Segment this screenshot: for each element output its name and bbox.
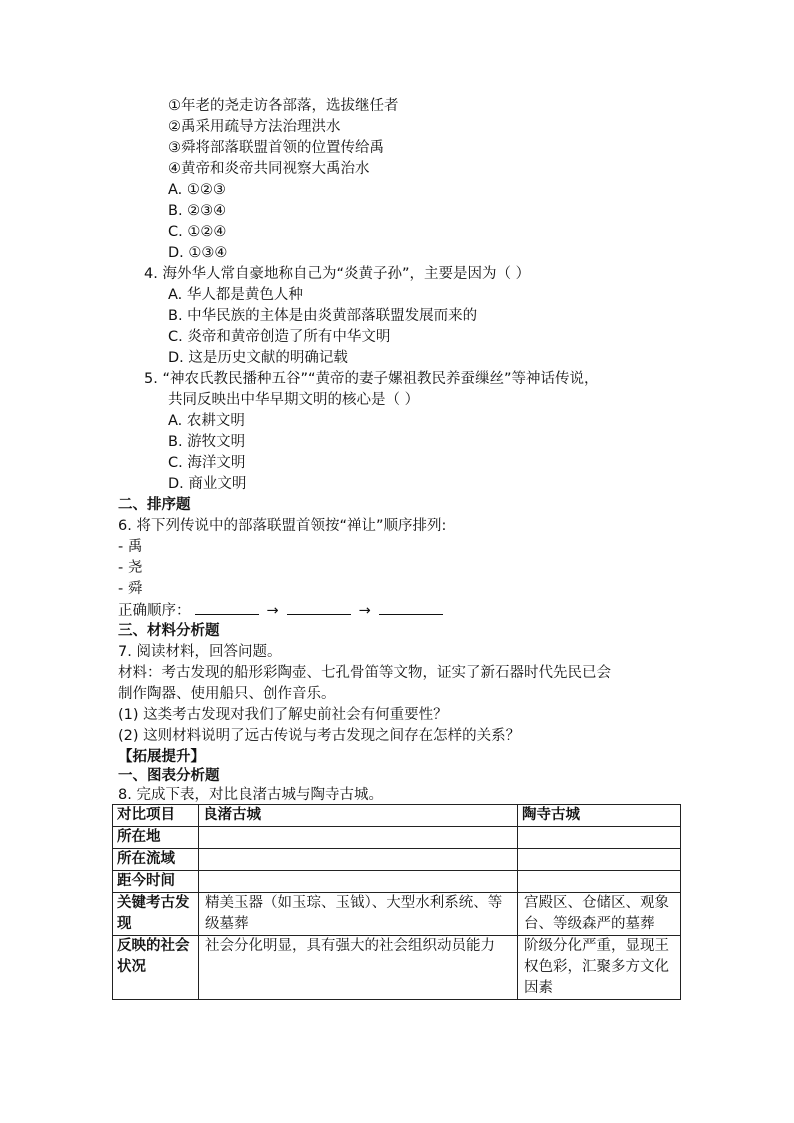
cell-taosi-age[interactable]	[518, 871, 681, 893]
q5-stem-line1: 5. “神农氏教民播种五谷”“黄帝的妻子嫘祖教民养蚕缫丝”等神话传说，	[144, 371, 599, 387]
table-row	[113, 849, 681, 871]
answer-blank-3[interactable]	[379, 600, 443, 615]
q3-option-a: A. ①②③	[168, 182, 226, 198]
q5-option-c: C. 海洋文明	[168, 455, 246, 471]
q5-stem-line2: 共同反映出中华早期文明的核心是（ ）	[168, 392, 420, 408]
table-row	[113, 871, 681, 893]
table-row	[113, 936, 681, 1000]
cell-liangzhu-findings: 精美玉器（如玉琮、玉钺）、大型水利系统、等级墓葬	[199, 893, 518, 936]
row-label-social-conditions: 反映的社会状况	[113, 936, 199, 1000]
cell-liangzhu-location[interactable]	[199, 827, 518, 849]
header-taosi: 陶寺古城	[518, 805, 681, 827]
row-label-age: 距今时间	[113, 871, 199, 893]
q4-stem: 4. 海外华人常自豪地称自己为“炎黄子孙”，主要是因为（ ）	[144, 266, 531, 282]
q3-item-4: ④黄帝和炎帝共同视察大禹治水	[168, 161, 370, 177]
q3-item-2: ②禹采用疏导方法治理洪水	[168, 119, 341, 135]
cell-taosi-findings: 宫殿区、仓储区、观象台、等级森严的墓葬	[518, 893, 681, 936]
row-label-key-findings: 关键考古发现	[113, 893, 199, 936]
q6-item-2: - 尧	[118, 560, 143, 576]
cell-liangzhu-age[interactable]	[199, 871, 518, 893]
extension-title: 【拓展提升】	[118, 749, 205, 765]
q3-option-d: D. ①③④	[168, 245, 228, 261]
q6-item-3: - 舜	[118, 581, 143, 597]
q7-sub-question-2: (2) 这则材料说明了远古传说与考古发现之间存在怎样的关系？	[118, 728, 521, 744]
q3-option-b: B. ②③④	[168, 203, 227, 219]
q7-sub-question-1: (1) 这类考古发现对我们了解史前社会有何重要性？	[118, 707, 448, 723]
table-row	[113, 893, 681, 936]
section-material-title: 三、材料分析题	[118, 623, 220, 639]
q4-option-a: A. 华人都是黄色人种	[168, 287, 303, 303]
q5-option-d: D. 商业文明	[168, 476, 247, 492]
table-row	[113, 827, 681, 849]
q8-stem: 8. 完成下表，对比良渚古城与陶寺古城。	[118, 787, 383, 803]
q3-option-c: C. ①②④	[168, 224, 227, 240]
q7-stem: 7. 阅读材料，回答问题。	[118, 644, 282, 660]
q3-item-3: ③舜将部落联盟首领的位置传给禹	[168, 140, 384, 156]
row-label-location: 所在地	[113, 827, 199, 849]
cell-taosi-location[interactable]	[518, 827, 681, 849]
row-label-river-basin: 所在流域	[113, 849, 199, 871]
q6-stem: 6. 将下列传说中的部落联盟首领按“禅让”顺序排列:	[118, 518, 447, 534]
q5-option-b: B. 游牧文明	[168, 434, 246, 450]
cell-taosi-basin[interactable]	[518, 849, 681, 871]
q7-material-line1: 材料：考古发现的船形彩陶壶、七孔骨笛等文物，证实了新石器时代先民已会	[118, 665, 611, 681]
cell-liangzhu-basin[interactable]	[199, 849, 518, 871]
q6-item-1: - 禹	[118, 539, 143, 555]
q3-item-1: ①年老的尧走访各部落，选拔继任者	[168, 98, 399, 114]
q4-option-b: B. 中华民族的主体是由炎黄部落联盟发展而来的	[168, 308, 478, 324]
cell-liangzhu-society: 社会分化明显，具有强大的社会组织动员能力	[199, 936, 518, 1000]
arrow-2: →	[358, 603, 371, 619]
q5-option-a: A. 农耕文明	[168, 413, 245, 429]
section-ordering-title: 二、排序题	[118, 497, 191, 513]
arrow-1: →	[266, 603, 279, 619]
table-header-row	[113, 805, 681, 827]
q6-answer-label: 正确顺序：	[118, 603, 191, 619]
q6-answer-row	[118, 600, 447, 622]
comparison-table	[112, 804, 681, 1000]
q4-option-d: D. 这是历史文献的明确记载	[168, 350, 348, 366]
q7-material-line2: 制作陶器、使用船只、创作音乐。	[118, 686, 336, 702]
header-liangzhu: 良渚古城	[199, 805, 518, 827]
answer-blank-2[interactable]	[287, 600, 351, 615]
answer-blank-1[interactable]	[195, 600, 259, 615]
q4-option-c: C. 炎帝和黄帝创造了所有中华文明	[168, 329, 391, 345]
section-chart-title: 一、图表分析题	[118, 768, 220, 784]
header-compare-item: 对比项目	[113, 805, 199, 827]
cell-taosi-society: 阶级分化严重，显现王权色彩，汇聚多方文化因素	[518, 936, 681, 1000]
